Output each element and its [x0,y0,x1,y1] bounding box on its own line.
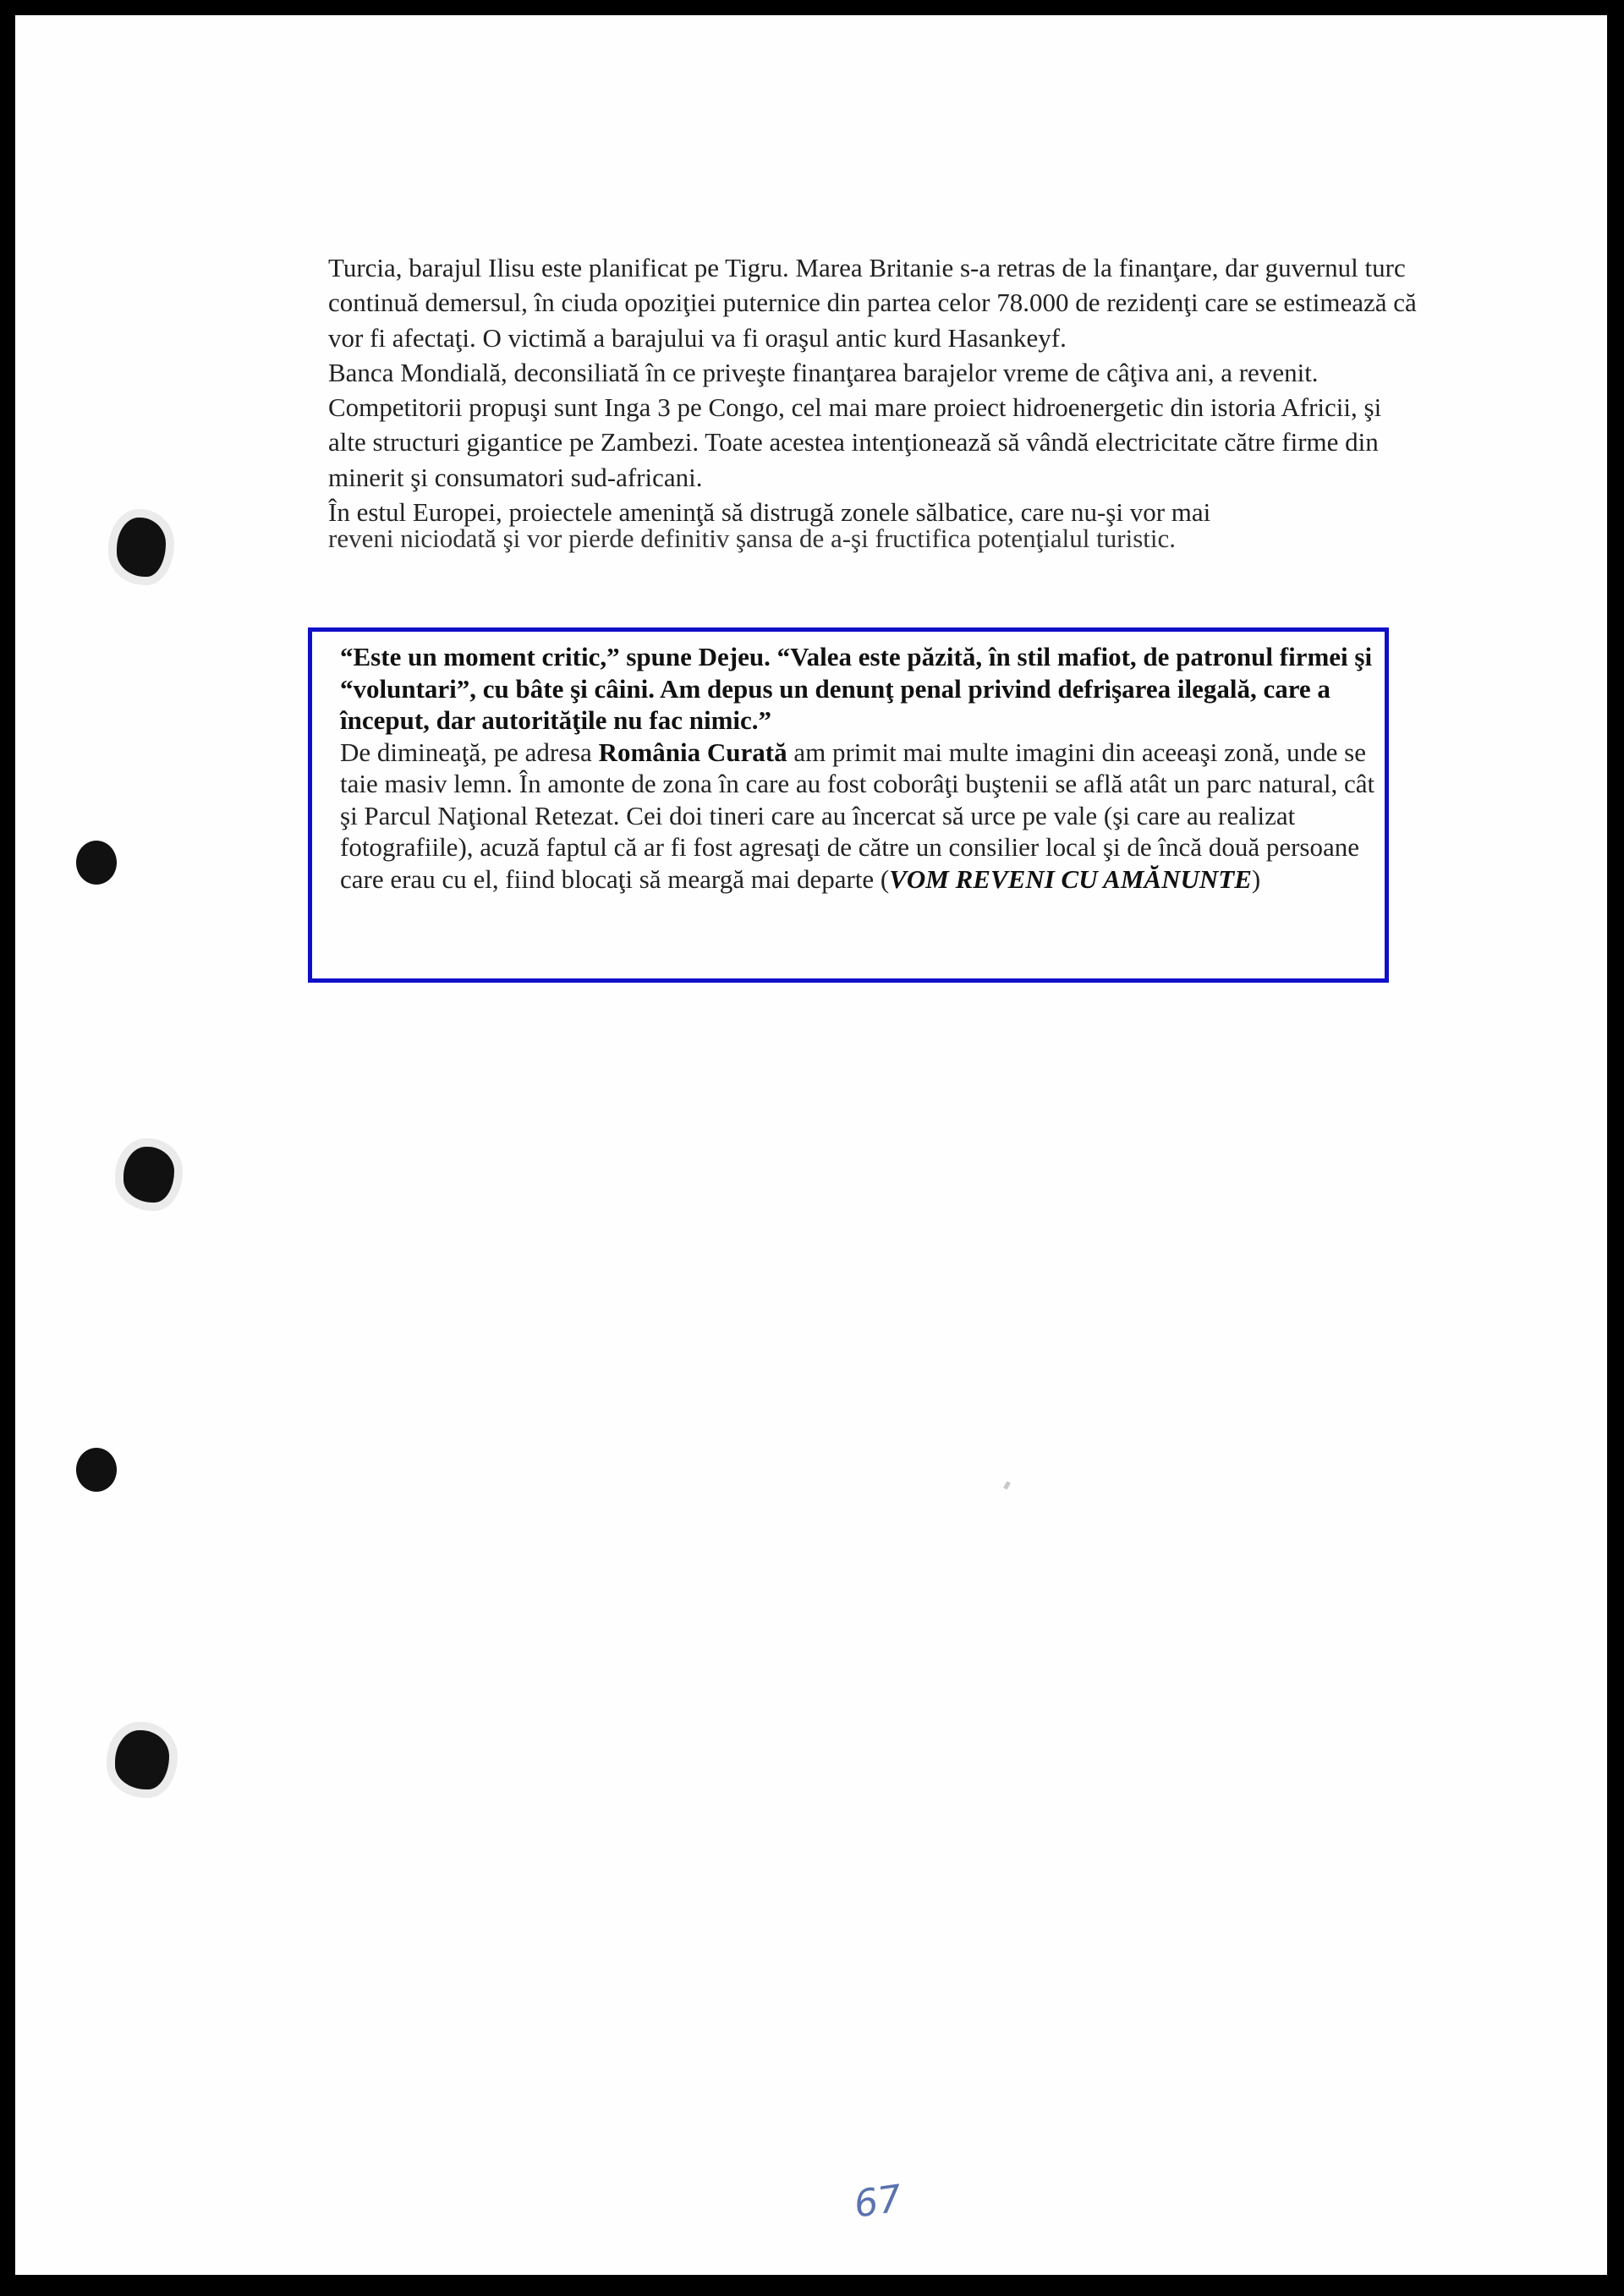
page-number: 67 [851,2177,905,2227]
closing-paren: ) [1251,863,1261,894]
closing-note: VOM REVENI CU AMĂNUNTE [889,863,1252,894]
report-paragraph [340,737,1397,896]
paragraph: Turcia, barajul Ilisu este planificat pe Tigru. Marea Britanie s-a retras de la finanţare, dar guvernul turc continuă demersul, în ciuda opoziţiei puternice din partea celor 78.000 de rezidenţi care se estimează că vor fi afectaţi. O victimă a barajului va fi oraşul antic kurd Hasankeyf. [328,253,1417,353]
punch-hole [76,1448,117,1492]
highlighted-text [340,641,1397,895]
cut-off-text: reveni niciodată şi vor pierde definitiv şansa de a-şi fructifica potenţialul turistic. [328,528,1176,554]
paragraph: În estul Europei, proiectele ameninţă să distrugă zonele sălbatice, care nu-şi vor mai [328,497,1211,528]
punch-hole [117,518,166,577]
report-text-start: De dimineaţă, pe adresa [340,737,599,767]
punch-hole [76,841,117,885]
cut-off-line [328,528,1419,553]
body-text [328,250,1419,553]
punch-hole [123,1147,174,1203]
source-name: România Curată [598,737,787,767]
quote-paragraph: “Este un moment critic,” spune Dejeu. “Valea este păzită, în stil mafiot, de patronul firmei şi “voluntari”, cu bâte şi câini. Am depus un denunţ penal privind defrişarea ilegală, care a început, dar autorităţile nu fac nimic.” [340,642,1373,735]
report-text: am primit mai multe imagini din aceeaşi zonă, unde se taie masiv lemn. În amonte de zona în care au fost coborâţi buştenii se află atât un parc natural, cât şi Parcul Naţional Retezat. Cei doi tineri care au încercat să urce pe vale (şi care au realizat fotografiile), acuză faptul că ar fi fost agresaţi de către un consilier local şi de încă două persoane care erau cu el, fiind blocaţi să meargă mai departe ( [340,737,1375,894]
paragraph: Banca Mondială, deconsiliată în ce priveşte finanţarea barajelor vreme de câţiva ani, a revenit. Competitorii propuşi sunt Inga 3 pe Congo, cel mai mare proiect hidroenergetic din istoria Africii, şi alte structuri gigantice pe Zambezi. Toate acestea intenţionează să vândă electricitate către firme din minerit şi consumatori sud-africani. [328,357,1382,492]
punch-hole [115,1730,169,1789]
